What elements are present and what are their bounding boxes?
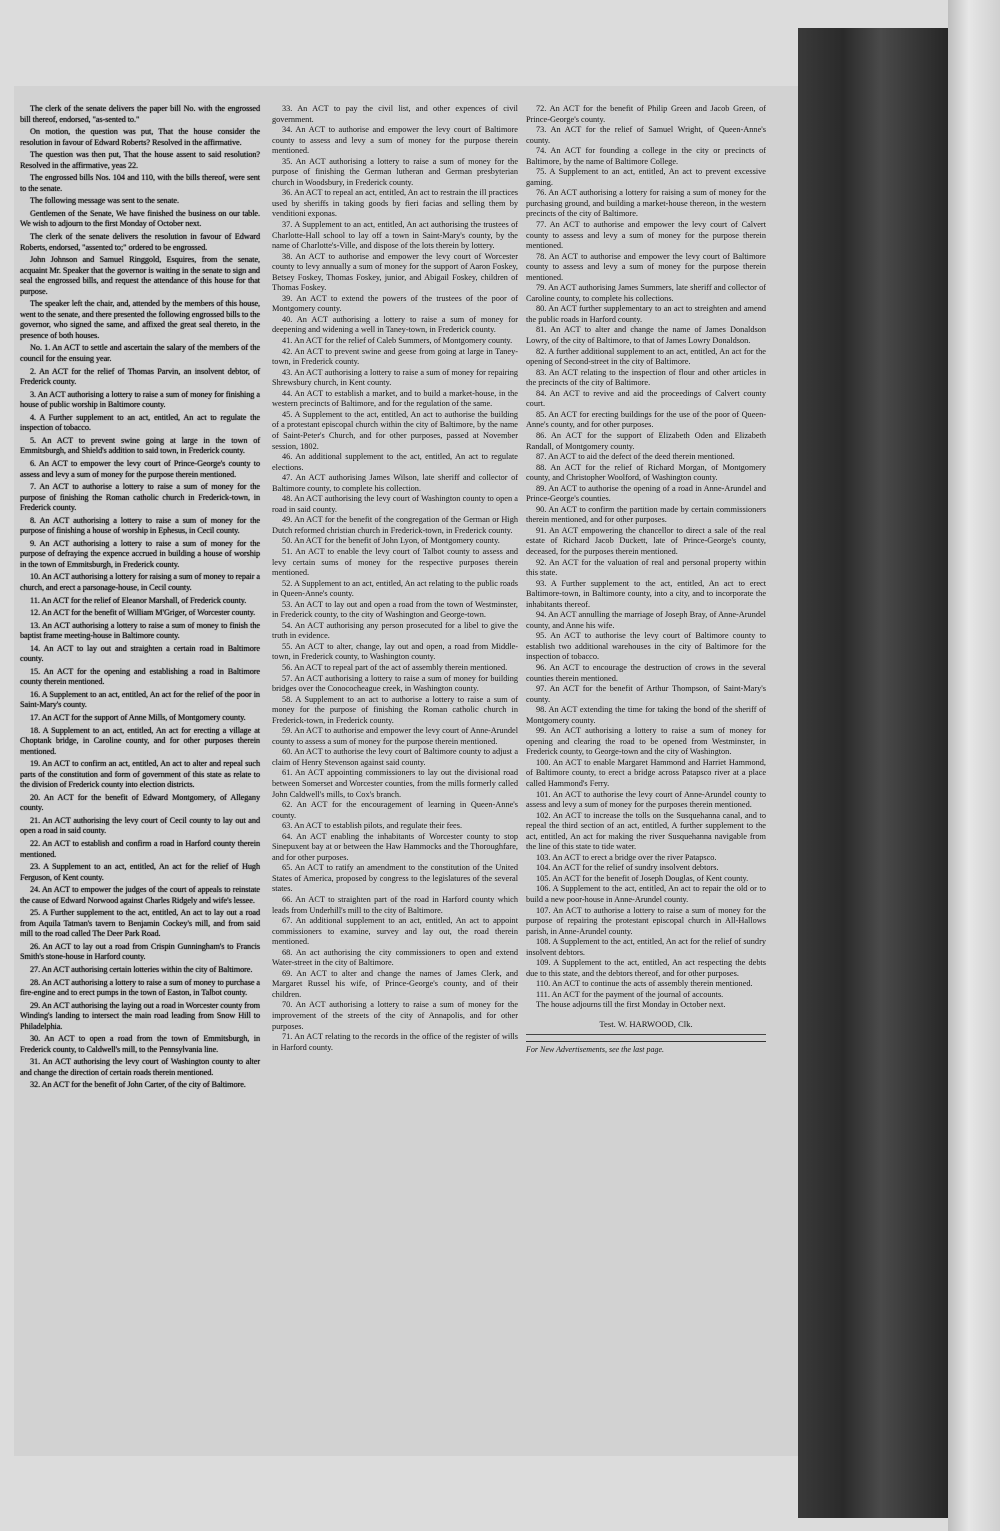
act-entry: 104. An ACT for the relief of sundry insolvent debtors. <box>536 863 719 873</box>
left-column-entry: The clerk of the senate delivers the resolution in favour of Edward Roberts, endorsed, "assented to;" ordered to be engrossed. <box>20 232 260 252</box>
left-column-entry: 17. An ACT for the support of Anne Mills, of Montgomery county. <box>30 712 246 722</box>
act-entry: 69. An ACT to alter and change the names of James Clerk, and Margaret Russel his wife, of Prince-George's county, and of their children. <box>272 968 518 999</box>
left-column-entry: The clerk of the senate delivers the paper bill No. with the engrossed bill thereof, endorsed, "as-sented to." <box>20 104 260 124</box>
left-column-entry: 9. An ACT authorising a lottery to raise a sum of money for the purpose of defraying the expence accrued in building a house of worship in the town of Emmitsburgh, in Frederick county. <box>20 538 260 569</box>
act-entry: 34. An ACT to authorise and empower the levy court of Baltimore county to assess and levy a sum of money for the purpose therein mentioned. <box>272 125 518 156</box>
act-entry: 35. An ACT authorising a lottery to raise a sum of money for the purpose of finishing the German lutheran and German presbyterian church in Woodsbury, in Frederick county. <box>272 156 518 187</box>
act-entry: 92. An ACT for the valuation of real and personal property within this state. <box>526 557 766 578</box>
act-entry: 56. An ACT to repeal part of the act of assembly therein mentioned. <box>282 662 508 672</box>
act-entry: 33. An ACT to pay the civil list, and other expences of civil government. <box>272 104 518 124</box>
divider <box>526 1034 766 1035</box>
act-entry: 38. An ACT to authorise and empower the levy court of Worcester county to levy annually a sum of money for the support of Aaron Foskey, Betsey Foskey, Thomas Foskey, junior, and Abigail Foskey, children of Thomas Foskey. <box>272 251 518 293</box>
act-entry: 105. An ACT for the benefit of Joseph Douglas, of Kent county. <box>536 873 749 883</box>
act-entry: 57. An ACT authorising a lottery to raise a sum of money for building bridges over the Conococheague creek, in Washington county. <box>272 673 518 694</box>
act-entry: 45. A Supplement to the act, entitled, An act to authorise the building of a protestant episcopal church within the city of Baltimore, by the name of Saint-Peter's Church, and for other purposes, passed at November session, 1802. <box>272 409 518 451</box>
act-entry: 43. An ACT authorising a lottery to raise a sum of money for repairing Shrewsbury church, in Kent county. <box>272 367 518 388</box>
act-entry: 58. A Supplement to an act to authorise a lottery to raise a sum of money for the purpose of finishing the Roman catholic church in Frederick-town, in Frederick county. <box>272 694 518 725</box>
page-edge <box>948 0 1000 1531</box>
left-column-entry: 24. An ACT to empower the judges of the court of appeals to reinstate the cause of Edward Norwood against Charles Ridgely and wife's lessee. <box>20 885 260 905</box>
act-entry: 86. An ACT for the support of Elizabeth Oden and Elizabeth Randall, of Montgomery county. <box>526 430 766 451</box>
act-entry: 99. An ACT authorising a lottery to raise a sum of money for opening and clearing the road to be opened from Westminster, in Frederick county, to George-town and the city of Washington. <box>526 726 766 757</box>
left-column-entry: 26. An ACT to lay out a road from Crispin Gunningham's to Francis Smith's stone-house in Harford county. <box>20 941 260 962</box>
act-entry: 98. An ACT extending the time for taking the bond of the sheriff of Montgomery county. <box>526 705 766 725</box>
act-entry: 101. An ACT to authorise the levy court of Anne-Arundel county to assess and levy a sum of money for the purposes therein mentioned. <box>526 789 766 810</box>
act-entry: 81. An ACT to alter and change the name of James Donaldson Lowry, of the city of Baltimore, to that of James Lowry Donaldson. <box>526 325 766 346</box>
act-entry: 84. An ACT to revive and aid the proceedings of Calvert county court. <box>526 388 766 409</box>
act-entry: 64. An ACT enabling the inhabitants of Worcester county to stop Sinepuxent bay at or between the Haw Hammocks and the Thoroughfare, and for other purposes. <box>272 831 518 862</box>
act-entry: 44. An ACT to establish a market, and to build a market-house, in the western precincts of Baltimore, and for the regulation of the same. <box>272 388 518 409</box>
left-column-entry: 7. An ACT to authorise a lottery to raise a sum of money for the purpose of finishing the Roman catholic church in Frederick-town, in Frederick county. <box>20 482 260 513</box>
act-entry: 93. A Further supplement to the act, entitled, An act to erect Baltimore-town, in Baltimore county, into a city, and to incorporate the inhabitants thereof. <box>526 578 766 609</box>
left-column-entry: 14. An ACT to lay out and straighten a certain road in Baltimore county. <box>20 643 260 664</box>
act-entry: 111. An ACT for the payment of the journal of accounts. <box>536 989 724 999</box>
middle-column <box>272 104 518 1053</box>
act-entry: 108. A Supplement to the act, entitled, An act for the relief of sundry insolvent debtors. <box>526 937 766 957</box>
left-column-entry: The engrossed bills Nos. 104 and 110, with the bills thereof, were sent to the senate. <box>20 173 260 193</box>
act-entry: 95. An ACT to authorise the levy court of Baltimore county to establish two additional warehouses in the city of Baltimore for the inspection of tobacco. <box>526 631 766 662</box>
left-column-entry: 5. An ACT to prevent swine going at large in the town of Emmitsburgh, and Shield's addition to said town, in Frederick county. <box>20 435 260 456</box>
left-column-entry: 28. An ACT authorising a lottery to raise a sum of money to purchase a fire-engine and to erect pumps in the town of Easton, in Talbot county. <box>20 977 260 998</box>
act-entry: 51. An ACT to enable the levy court of Talbot county to assess and levy certain sums of money for the respective purposes therein mentioned. <box>272 546 518 578</box>
act-entry: 74. An ACT for founding a college in the city or precincts of Baltimore, by the name of Baltimore College. <box>526 146 766 166</box>
act-entry: 37. A Supplement to an act, entitled, An act authorising the trustees of Charlotte-Hall school to lay off a town in Saint-Mary's county, by the name of Charlotte's-Ville, and dispose of the lots therein by lottery. <box>272 220 518 251</box>
act-entry: 89. An ACT to authorise the opening of a road in Anne-Arundel and Prince-George's counties. <box>526 483 766 504</box>
right-column <box>526 104 766 1055</box>
act-entry: 71. An ACT relating to the records in the office of the register of wills in Harford county. <box>272 1032 518 1052</box>
act-entry: 100. An ACT to enable Margaret Hammond and Harriet Hammond, of Baltimore county, to erect a bridge across Patapsco river at a place called Hammond's Ferry. <box>526 757 766 788</box>
act-entry: 80. An ACT further supplementary to an act to streighten and amend the public roads in Harford county. <box>526 304 766 324</box>
act-entry: 60. An ACT to authorise the levy court of Baltimore county to adjust a claim of Henry Stevenson against said county. <box>272 747 518 767</box>
act-entry: 73. An ACT for the relief of Samuel Wright, of Queen-Anne's county. <box>526 125 766 145</box>
act-entry: 106. A Supplement to the act, entitled, An act to repair the old or to build a new poor-house in Anne-Arundel county. <box>526 884 766 905</box>
act-entry: 67. An additional supplement to an act, entitled, An act to appoint commissioners to examine, survey and lay out, the road therein mentioned. <box>272 916 518 947</box>
act-entry: 109. A Supplement to the act, entitled, An act respecting the debts due to this state, and the debtors thereof, and for other purposes. <box>526 958 766 978</box>
act-entry: 90. An ACT to confirm the partition made by certain commissioners therein mentioned, and for other purposes. <box>526 504 766 525</box>
left-column-entry: 16. A Supplement to an act, entitled, An act for the relief of the poor in Saint-Mary's county. <box>20 689 260 710</box>
act-entry: 87. An ACT to aid the defect of the deed therein mentioned. <box>536 452 735 462</box>
advertisement-note: For New Advertisements, see the last page. <box>526 1041 766 1056</box>
left-column-entry: 22. An ACT to establish and confirm a road in Harford county therein mentioned. <box>20 839 260 859</box>
left-column-entry: John Johnson and Samuel Ringgold, Esquires, from the senate, acquaint Mr. Speaker that the governor is waiting in the senate to sign and seal the engrossed bills, and request the attendance of this house for that purpose. <box>20 255 260 296</box>
act-entry: 110. An ACT to continue the acts of assembly therein mentioned. <box>536 979 753 989</box>
act-entry: 42. An ACT to prevent swine and geese from going at large in Taney-town, in Frederick county. <box>272 346 518 367</box>
act-entry: 77. An ACT to authorise and empower the levy court of Calvert county to assess and levy a sum of money for the purpose therein mentioned. <box>526 220 766 251</box>
left-column-entry: 31. An ACT authorising the levy court of Washington county to alter and change the direction of certain roads therein mentioned. <box>20 1057 260 1077</box>
left-column-entry: 29. An ACT authorising the laying out a road in Worcester county from Winding's landing to intersect the main road leading from Snow Hill to Philadelphia. <box>20 1000 260 1031</box>
act-entry: 82. A further additional supplement to an act, entitled, An act for the opening of Second-street in the city of Baltimore. <box>526 346 766 367</box>
act-entry: 94. An ACT annulling the marriage of Joseph Bray, of Anne-Arundel county, and Anne his wife. <box>526 610 766 630</box>
act-entry: 39. An ACT to extend the powers of the trustees of the poor of Montgomery county. <box>272 293 518 314</box>
act-entry: 78. An ACT to authorise and empower the levy court of Baltimore county to assess and levy a sum of money for the purpose therein mentioned. <box>526 251 766 282</box>
act-entry: 65. An ACT to ratify an amendment to the constitution of the United States of America, proposed by congress to the legislatures of the several states. <box>272 863 518 894</box>
act-entry: 55. An ACT to alter, change, lay out and open, a road from Middle-town, in Frederick county, to Washington county. <box>272 641 518 662</box>
act-entry: 72. An ACT for the benefit of Philip Green and Jacob Green, of Prince-George's county. <box>526 104 766 124</box>
act-entry: 36. An ACT to repeal an act, entitled, An act to restrain the ill practices used by sheriffs in taking goods by fieri facias and selling them by venditioni exponas. <box>272 188 518 219</box>
left-column-entry: 2. An ACT for the relief of Thomas Parvin, an insolvent debtor, of Frederick county. <box>20 366 260 387</box>
left-column-entry: On motion, the question was put, That the house consider the resolution in favour of Edward Roberts? Resolved in the affirmative. <box>20 127 260 147</box>
act-entry: 85. An ACT for erecting buildings for the use of the poor of Queen-Anne's county, and for other purposes. <box>526 409 766 430</box>
act-entry: 91. An ACT empowering the chancellor to direct a sale of the real estate of Richard Jacob Duckett, late of Prince-George's county, deceased, for the purposes therein mentioned. <box>526 525 766 556</box>
act-entry: 83. An ACT relating to the inspection of flour and other articles in the precincts of the city of Baltimore. <box>526 367 766 388</box>
act-entry: 102. An ACT to increase the tolls on the Susquehanna canal, and to repeal the third section of an act, entitled, A further supplement to the act, entitled, An act for making the river Susquehanna navigable from the line of this state to tide water. <box>526 810 766 852</box>
act-entry: 49. An ACT for the benefit of the congregation of the German or High Dutch reformed christian church in Frederick-town, in Frederick county. <box>272 515 518 535</box>
act-entry: 66. An ACT to straighten part of the road in Harford county which leads from Underhill's mill to the city of Baltimore. <box>272 895 518 915</box>
left-column-entry: 10. An ACT authorising a lottery for raising a sum of money to repair a church, and erect a parsonage-house, in Cecil county. <box>20 572 260 592</box>
left-column-entry: 30. An ACT to open a road from the town of Emmitsburgh, in Frederick county, to Caldwell's mill, to the Pennsylvania line. <box>20 1034 260 1054</box>
act-entry: 59. An ACT to authorise and empower the levy court of Anne-Arundel county to assess a sum of money for the purpose therein mentioned. <box>272 726 518 746</box>
left-column-entry: 32. An ACT for the benefit of John Carter, of the city of Baltimore. <box>30 1080 246 1090</box>
right-column-items <box>526 104 766 1000</box>
adjournment-line: The house adjourns till the first Monday in October next. <box>536 1000 726 1010</box>
left-column-entry: 4. A Further supplement to an act, entitled, An act to regulate the inspection of tobacco. <box>20 412 260 433</box>
left-column-entry: 25. A Further supplement to the act, entitled, An act to lay out a road from Aquila Tatman's tavern to Benjamin Cockey's mill, and from said mill to the road called The Deer Park Road. <box>20 908 260 939</box>
act-entry: 75. A Supplement to an act, entitled, An act to prevent excessive gaming. <box>526 167 766 187</box>
left-column-entry: 3. An ACT authorising a lottery to raise a sum of money for finishing a house of public worship in Baltimore county. <box>20 389 260 410</box>
left-column-entry: 6. An ACT to empower the levy court of Prince-George's county to assess and levy a sum of money for the purpose therein mentioned. <box>20 458 260 479</box>
act-entry: 70. An ACT authorising a lottery to raise a sum of money for the improvement of the streets of the city of Annapolis, and for other purposes. <box>272 1000 518 1031</box>
act-entry: 52. A Supplement to an act, entitled, An act relating to the public roads in Queen-Anne's county. <box>272 578 518 599</box>
left-column-entry: 18. A Supplement to an act, entitled, An act for erecting a village at Choptank bridge, in Caroline county, and for other purposes therein mentioned. <box>20 725 260 756</box>
left-column-entry: The following message was sent to the senate. <box>30 196 179 206</box>
act-entry: 62. An ACT for the encouragement of learning in Queen-Anne's county. <box>272 800 518 820</box>
act-entry: 103. An ACT to erect a bridge over the river Patapsco. <box>536 852 717 862</box>
left-column-entry: 12. An ACT for the benefit of William M'Griger, of Worcester county. <box>30 608 256 618</box>
left-column-entry: 23. A Supplement to an act, entitled, An act for the relief of Hugh Ferguson, of Kent county. <box>20 862 260 882</box>
left-column-entry: 21. An ACT authorising the levy court of Cecil county to lay out and open a road in said county. <box>20 815 260 836</box>
left-column-entry: Gentlemen of the Senate, We have finished the business on our table. We wish to adjourn to the first Monday of October next. <box>20 208 260 229</box>
act-entry: 40. An ACT authorising a lottery to raise a sum of money for deepening and widening a well in Taney-town, in Frederick county. <box>272 314 518 335</box>
act-entry: 79. An ACT authorising James Summers, late sheriff and collector of Caroline county, to complete his collections. <box>526 283 766 303</box>
test-signature: Test. W. HARWOOD, Clk. <box>599 1019 693 1030</box>
left-column-entry: 13. An ACT authorising a lottery to raise a sum of money to finish the baptist frame meeting-house in Baltimore county. <box>20 620 260 641</box>
act-entry: 50. An ACT for the benefit of John Lyon, of Montgomery county. <box>282 536 500 546</box>
left-column-entry: No. 1. An ACT to settle and ascertain the salary of the members of the council for the ensuing year. <box>20 343 260 364</box>
act-entry: 63. An ACT to establish pilots, and regulate their fees. <box>282 821 463 831</box>
act-entry: 41. An ACT for the relief of Caleb Summers, of Montgomery county. <box>282 336 513 346</box>
left-column-entry: 27. An ACT authorising certain lotteries within the city of Baltimore. <box>30 965 253 975</box>
left-column-entry: 19. An ACT to confirm an act, entitled, An act to alter and repeal such parts of the constitution and form of government of this state as relate to the division of Frederick county into election districts. <box>20 759 260 790</box>
left-column-entry: The question was then put, That the house assent to said resolution? Resolved in the affirmative, yeas 22. <box>20 150 260 170</box>
act-entry: 48. An ACT authorising the levy court of Washington county to open a road in said county. <box>272 494 518 514</box>
act-entry: 53. An ACT to lay out and open a road from the town of Westminster, in Frederick county, to the city of Washington and George-town. <box>272 599 518 620</box>
act-entry: 68. An act authorising the city commissioners to open and extend Water-street in the city of Baltimore. <box>272 947 518 968</box>
book-spine <box>798 28 948 1518</box>
act-entry: 54. An ACT authorising any person prosecuted for a libel to give the truth in evidence. <box>272 620 518 641</box>
left-column-entry: 15. An ACT for the opening and establishing a road in Baltimore county therein mentioned. <box>20 666 260 687</box>
act-entry: 107. An ACT to authorise a lottery to raise a sum of money for the purpose of repairing the protestant episcopal church in All-Hallows parish, in Anne-Arundel county. <box>526 905 766 936</box>
act-entry: 96. An ACT to encourage the destruction of crows in the several counties therein mentioned. <box>526 662 766 683</box>
left-column-entry: 20. An ACT for the benefit of Edward Montgomery, of Allegany county. <box>20 792 260 813</box>
left-column-entry: The speaker left the chair, and, attended by the members of this house, went to the senate, and there presented the following engrossed bills to the governor, who signed the same, and affixed the great seal thereto, in the presence of both houses. <box>20 299 260 340</box>
act-entry: 46. An additional supplement to the act, entitled, An act to regulate elections. <box>272 452 518 472</box>
left-column-entry: 8. An ACT authorising a lottery to raise a sum of money for the purpose of finishing a house of worship in Ephesus, in Cecil county. <box>20 515 260 536</box>
act-entry: 97. An ACT for the benefit of Arthur Thompson, of Saint-Mary's county. <box>526 684 766 704</box>
left-column <box>20 104 260 1093</box>
act-entry: 47. An ACT authorising James Wilson, late sheriff and collector of Baltimore county, to complete his collection. <box>272 473 518 493</box>
left-column-entry: 11. An ACT for the relief of Eleanor Marshall, of Frederick county. <box>30 595 247 605</box>
act-entry: 76. An ACT authorising a lottery for raising a sum of money for the purchasing ground, and building a market-house thereon, in the western precincts of the city of Baltimore. <box>526 188 766 219</box>
act-entry: 88. An ACT for the relief of Richard Morgan, of Montgomery county, and Christopher Woolford, of Washington county. <box>526 462 766 483</box>
newspaper-page <box>14 86 844 1456</box>
act-entry: 61. An ACT appointing commissioners to lay out the divisional road between Somerset and Worcester counties, from the mills formerly called John Caldwell's mills, to Cox's branch. <box>272 768 518 799</box>
